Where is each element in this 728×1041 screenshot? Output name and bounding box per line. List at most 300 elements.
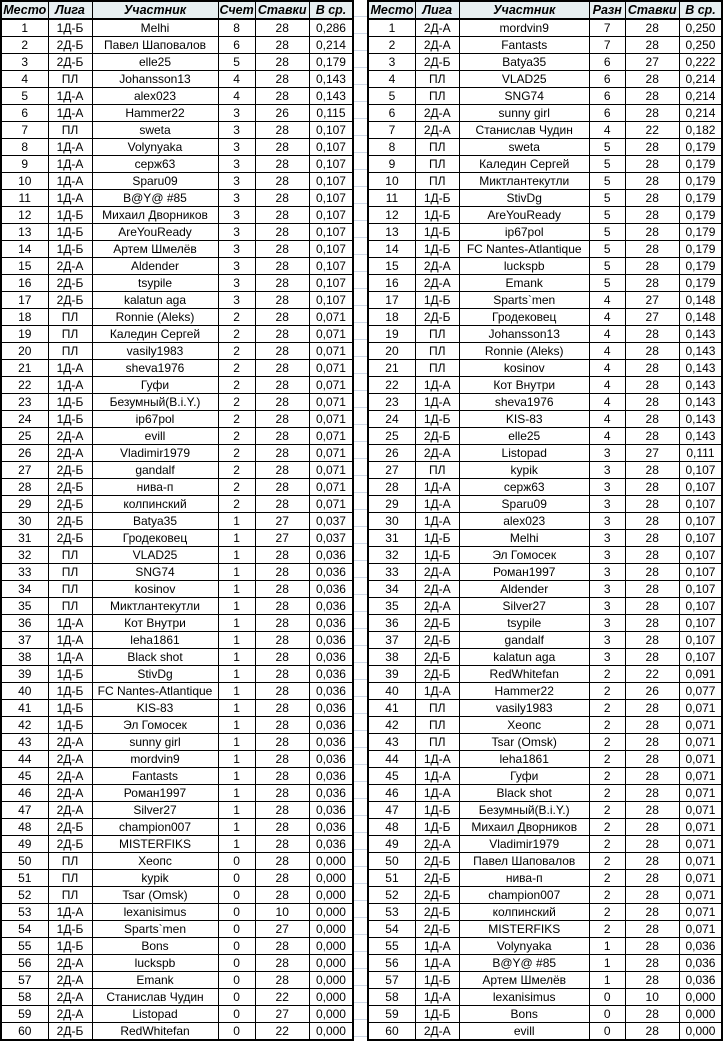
- table-row: [368, 853, 722, 870]
- cell-bets: 28: [255, 139, 309, 156]
- cell-bets: 22: [625, 666, 679, 683]
- table-row: [368, 71, 722, 88]
- cell-score: 0: [218, 938, 255, 955]
- cell-place: 32: [1, 547, 48, 564]
- cell-place: 18: [1, 309, 48, 326]
- cell-league: 2Д-Б: [415, 54, 459, 71]
- cell-league: 1Д-А: [415, 496, 459, 513]
- cell-place: 15: [1, 258, 48, 275]
- table-row: [368, 445, 722, 462]
- cell-league: 1Д-А: [415, 513, 459, 530]
- table-row: [368, 921, 722, 938]
- cell-bets: 28: [255, 717, 309, 734]
- cell-league: ПЛ: [415, 326, 459, 343]
- cell-avg: 0,179: [679, 190, 722, 207]
- cell-participant: elle25: [459, 428, 589, 445]
- cell-participant: серж63: [459, 479, 589, 496]
- cell-score: 2: [218, 360, 255, 377]
- column-header-participant: Участник: [459, 1, 589, 19]
- cell-diff: 0: [589, 1023, 625, 1041]
- cell-avg: 0,036: [309, 666, 353, 683]
- table-row: [1, 275, 353, 292]
- cell-league: ПЛ: [48, 122, 92, 139]
- cell-avg: 0,107: [309, 156, 353, 173]
- table-row: [368, 428, 722, 445]
- cell-league: 1Д-Б: [48, 938, 92, 955]
- cell-participant: RedWhitefan: [92, 1023, 218, 1041]
- cell-bets: 28: [255, 836, 309, 853]
- cell-place: 17: [368, 292, 415, 309]
- cell-score: 2: [218, 428, 255, 445]
- cell-bets: 28: [255, 241, 309, 258]
- cell-avg: 0,250: [679, 37, 722, 54]
- cell-league: 2Д-Б: [48, 1023, 92, 1041]
- table-row: [1, 207, 353, 224]
- cell-score: 0: [218, 921, 255, 938]
- cell-diff: 7: [589, 37, 625, 54]
- cell-place: 42: [1, 717, 48, 734]
- cell-participant: FC Nantes-Atlantique: [92, 683, 218, 700]
- cell-league: 1Д-А: [415, 938, 459, 955]
- cell-diff: 5: [589, 139, 625, 156]
- cell-place: 40: [1, 683, 48, 700]
- cell-avg: 0,036: [309, 700, 353, 717]
- cell-place: 56: [1, 955, 48, 972]
- table-row: [368, 496, 722, 513]
- cell-participant: leha1861: [92, 632, 218, 649]
- cell-bets: 28: [625, 530, 679, 547]
- cell-score: 1: [218, 683, 255, 700]
- cell-league: 1Д-Б: [48, 666, 92, 683]
- cell-avg: 0,107: [309, 122, 353, 139]
- table-row: [1, 105, 353, 122]
- table-row: [368, 173, 722, 190]
- cell-diff: 4: [589, 309, 625, 326]
- cell-avg: 0,214: [679, 71, 722, 88]
- cell-avg: 0,071: [679, 836, 722, 853]
- cell-avg: 0,091: [679, 666, 722, 683]
- table-row: [1, 258, 353, 275]
- cell-diff: 4: [589, 377, 625, 394]
- table-row: [368, 88, 722, 105]
- cell-avg: 0,037: [309, 513, 353, 530]
- cell-participant: sheva1976: [92, 360, 218, 377]
- cell-league: ПЛ: [415, 71, 459, 88]
- cell-participant: alex023: [92, 88, 218, 105]
- header-row: [368, 1, 722, 19]
- cell-participant: Каледин Сергей: [459, 156, 589, 173]
- cell-participant: Silver27: [92, 802, 218, 819]
- cell-participant: B@Y@ #85: [92, 190, 218, 207]
- cell-bets: 28: [625, 1006, 679, 1023]
- cell-avg: 0,071: [679, 802, 722, 819]
- cell-score: 1: [218, 513, 255, 530]
- cell-participant: Batya35: [459, 54, 589, 71]
- cell-score: 3: [218, 275, 255, 292]
- cell-place: 9: [368, 156, 415, 173]
- cell-league: ПЛ: [415, 156, 459, 173]
- cell-place: 42: [368, 717, 415, 734]
- cell-place: 32: [368, 547, 415, 564]
- cell-league: 1Д-А: [415, 785, 459, 802]
- table-row: [368, 564, 722, 581]
- cell-avg: 0,143: [309, 71, 353, 88]
- cell-place: 44: [368, 751, 415, 768]
- cell-avg: 0,107: [679, 496, 722, 513]
- cell-bets: 28: [255, 275, 309, 292]
- cell-avg: 0,071: [679, 904, 722, 921]
- cell-bets: 27: [255, 1006, 309, 1023]
- cell-place: 41: [1, 700, 48, 717]
- cell-league: ПЛ: [415, 88, 459, 105]
- cell-score: 4: [218, 88, 255, 105]
- cell-bets: 28: [625, 37, 679, 54]
- cell-place: 5: [1, 88, 48, 105]
- table-row: [1, 547, 353, 564]
- cell-participant: leha1861: [459, 751, 589, 768]
- cell-avg: 0,036: [309, 836, 353, 853]
- table-row: [1, 71, 353, 88]
- cell-avg: 0,107: [679, 564, 722, 581]
- cell-score: 3: [218, 292, 255, 309]
- column-header-league: Лига: [415, 1, 459, 19]
- cell-place: 39: [1, 666, 48, 683]
- table-row: [1, 156, 353, 173]
- table-row: [368, 615, 722, 632]
- cell-avg: 0,107: [679, 462, 722, 479]
- cell-league: 2Д-Б: [48, 462, 92, 479]
- cell-diff: 5: [589, 258, 625, 275]
- table-row: [368, 955, 722, 972]
- cell-place: 12: [368, 207, 415, 224]
- cell-diff: 4: [589, 394, 625, 411]
- cell-bets: 28: [255, 666, 309, 683]
- cell-score: 0: [218, 904, 255, 921]
- cell-score: 0: [218, 1006, 255, 1023]
- cell-avg: 0,071: [309, 326, 353, 343]
- cell-avg: 0,179: [679, 173, 722, 190]
- cell-score: 0: [218, 1023, 255, 1041]
- cell-avg: 0,071: [679, 819, 722, 836]
- cell-diff: 4: [589, 292, 625, 309]
- table-row: [1, 666, 353, 683]
- cell-participant: AreYouReady: [92, 224, 218, 241]
- cell-participant: колпинский: [459, 904, 589, 921]
- cell-league: 2Д-А: [415, 258, 459, 275]
- table-row: [368, 1023, 722, 1041]
- cell-participant: champion007: [459, 887, 589, 904]
- cell-place: 28: [368, 479, 415, 496]
- cell-diff: 2: [589, 700, 625, 717]
- cell-bets: 28: [625, 632, 679, 649]
- table-row: [368, 54, 722, 71]
- cell-avg: 0,286: [309, 19, 353, 37]
- cell-league: 2Д-А: [48, 972, 92, 989]
- cell-league: 2Д-Б: [415, 870, 459, 887]
- cell-diff: 3: [589, 581, 625, 598]
- cell-participant: Black shot: [459, 785, 589, 802]
- cell-diff: 5: [589, 275, 625, 292]
- cell-avg: 0,214: [679, 88, 722, 105]
- cell-place: 35: [1, 598, 48, 615]
- cell-avg: 0,000: [679, 1023, 722, 1041]
- cell-place: 10: [368, 173, 415, 190]
- cell-place: 6: [1, 105, 48, 122]
- cell-league: 1Д-А: [48, 105, 92, 122]
- table-row: [368, 649, 722, 666]
- cell-avg: 0,071: [309, 360, 353, 377]
- cell-bets: 28: [625, 547, 679, 564]
- table-row: [1, 462, 353, 479]
- cell-diff: 2: [589, 887, 625, 904]
- table-row: [368, 768, 722, 785]
- cell-bets: 28: [625, 19, 679, 37]
- cell-place: 22: [368, 377, 415, 394]
- cell-league: 2Д-Б: [415, 666, 459, 683]
- cell-score: 3: [218, 241, 255, 258]
- cell-avg: 0,000: [309, 938, 353, 955]
- cell-place: 59: [1, 1006, 48, 1023]
- table-row: [368, 37, 722, 54]
- cell-bets: 28: [625, 496, 679, 513]
- cell-bets: 28: [255, 190, 309, 207]
- table-row: [1, 819, 353, 836]
- cell-participant: Volynyaka: [459, 938, 589, 955]
- cell-place: 48: [1, 819, 48, 836]
- cell-bets: 28: [625, 734, 679, 751]
- cell-place: 48: [368, 819, 415, 836]
- cell-bets: 28: [625, 598, 679, 615]
- cell-participant: ip67pol: [92, 411, 218, 428]
- cell-avg: 0,107: [309, 241, 353, 258]
- cell-diff: 6: [589, 105, 625, 122]
- table-row: [368, 309, 722, 326]
- cell-league: ПЛ: [48, 598, 92, 615]
- cell-avg: 0,000: [309, 1023, 353, 1041]
- cell-bets: 28: [625, 700, 679, 717]
- cell-league: 2Д-Б: [48, 292, 92, 309]
- table-row: [1, 734, 353, 751]
- cell-place: 23: [1, 394, 48, 411]
- cell-bets: 28: [255, 292, 309, 309]
- cell-avg: 0,071: [309, 309, 353, 326]
- cell-place: 40: [368, 683, 415, 700]
- cell-participant: sunny girl: [459, 105, 589, 122]
- cell-diff: 2: [589, 904, 625, 921]
- cell-participant: колпинский: [92, 496, 218, 513]
- table-row: [368, 513, 722, 530]
- cell-participant: Станислав Чудин: [92, 989, 218, 1006]
- cell-avg: 0,107: [679, 598, 722, 615]
- cell-diff: 2: [589, 717, 625, 734]
- cell-avg: 0,111: [679, 445, 722, 462]
- cell-score: 2: [218, 462, 255, 479]
- table-row: [1, 139, 353, 156]
- cell-bets: 27: [625, 309, 679, 326]
- table-row: [1, 700, 353, 717]
- cell-place: 57: [368, 972, 415, 989]
- cell-diff: 5: [589, 190, 625, 207]
- cell-avg: 0,214: [309, 37, 353, 54]
- cell-participant: Гуфи: [459, 768, 589, 785]
- cell-bets: 28: [255, 768, 309, 785]
- cell-participant: kalatun aga: [92, 292, 218, 309]
- cell-diff: 2: [589, 666, 625, 683]
- cell-diff: 2: [589, 768, 625, 785]
- cell-place: 60: [1, 1023, 48, 1041]
- cell-participant: MISTERFIKS: [92, 836, 218, 853]
- cell-bets: 28: [625, 615, 679, 632]
- table-row: [368, 700, 722, 717]
- cell-diff: 5: [589, 241, 625, 258]
- cell-league: 2Д-А: [48, 989, 92, 1006]
- cell-league: 1Д-Б: [48, 207, 92, 224]
- cell-league: 1Д-А: [48, 904, 92, 921]
- cell-participant: Ronnie (Aleks): [459, 343, 589, 360]
- cell-avg: 0,222: [679, 54, 722, 71]
- table-row: [1, 479, 353, 496]
- cell-league: 2Д-Б: [415, 921, 459, 938]
- cell-bets: 27: [625, 292, 679, 309]
- cell-bets: 28: [255, 598, 309, 615]
- cell-diff: 4: [589, 343, 625, 360]
- cell-avg: 0,036: [309, 683, 353, 700]
- cell-place: 37: [1, 632, 48, 649]
- table-row: [368, 411, 722, 428]
- cell-participant: Артем Шмелёв: [459, 972, 589, 989]
- cell-avg: 0,107: [679, 479, 722, 496]
- cell-participant: Black shot: [92, 649, 218, 666]
- cell-score: 3: [218, 173, 255, 190]
- cell-avg: 0,143: [679, 360, 722, 377]
- cell-place: 36: [1, 615, 48, 632]
- cell-score: 1: [218, 785, 255, 802]
- cell-participant: Aldender: [92, 258, 218, 275]
- cell-bets: 28: [255, 479, 309, 496]
- cell-participant: Johansson13: [92, 71, 218, 88]
- cell-score: 3: [218, 190, 255, 207]
- cell-avg: 0,036: [679, 972, 722, 989]
- cell-bets: 28: [625, 343, 679, 360]
- table-row: [1, 496, 353, 513]
- cell-participant: Безумный(B.i.Y.): [92, 394, 218, 411]
- cell-avg: 0,071: [679, 785, 722, 802]
- cell-participant: Каледин Сергей: [92, 326, 218, 343]
- cell-league: 2Д-А: [48, 751, 92, 768]
- cell-avg: 0,000: [309, 904, 353, 921]
- cell-avg: 0,071: [679, 734, 722, 751]
- cell-participant: Bons: [92, 938, 218, 955]
- cell-score: 1: [218, 717, 255, 734]
- table-row: [368, 836, 722, 853]
- cell-bets: 28: [255, 207, 309, 224]
- cell-avg: 0,071: [309, 377, 353, 394]
- cell-score: 6: [218, 37, 255, 54]
- cell-place: 26: [368, 445, 415, 462]
- cell-place: 56: [368, 955, 415, 972]
- cell-place: 13: [368, 224, 415, 241]
- cell-diff: 3: [589, 462, 625, 479]
- cell-score: 2: [218, 411, 255, 428]
- cell-avg: 0,071: [309, 479, 353, 496]
- table-row: [368, 530, 722, 547]
- cell-bets: 28: [255, 394, 309, 411]
- cell-place: 26: [1, 445, 48, 462]
- cell-place: 33: [368, 564, 415, 581]
- cell-avg: 0,036: [309, 632, 353, 649]
- table-row: [368, 207, 722, 224]
- cell-participant: Хеопс: [92, 853, 218, 870]
- cell-avg: 0,071: [309, 462, 353, 479]
- cell-league: 2Д-А: [415, 1023, 459, 1041]
- cell-place: 38: [368, 649, 415, 666]
- table-row: [1, 751, 353, 768]
- table-row: [1, 632, 353, 649]
- cell-score: 3: [218, 139, 255, 156]
- cell-avg: 0,143: [679, 411, 722, 428]
- cell-place: 14: [368, 241, 415, 258]
- cell-score: 0: [218, 972, 255, 989]
- cell-league: 2Д-Б: [48, 275, 92, 292]
- cell-bets: 28: [255, 887, 309, 904]
- cell-bets: 28: [625, 326, 679, 343]
- cell-place: 20: [1, 343, 48, 360]
- cell-place: 30: [368, 513, 415, 530]
- table-row: [368, 972, 722, 989]
- cell-avg: 0,143: [309, 88, 353, 105]
- cell-league: 1Д-А: [415, 377, 459, 394]
- cell-diff: 2: [589, 836, 625, 853]
- cell-bets: 28: [255, 71, 309, 88]
- cell-participant: Павел Шаповалов: [459, 853, 589, 870]
- cell-place: 2: [368, 37, 415, 54]
- cell-place: 39: [368, 666, 415, 683]
- column-header-bets: Ставки: [625, 1, 679, 19]
- cell-participant: Миктлантекутли: [92, 598, 218, 615]
- table-row: [368, 275, 722, 292]
- cell-bets: 28: [625, 904, 679, 921]
- cell-league: ПЛ: [48, 343, 92, 360]
- cell-league: 2Д-Б: [48, 513, 92, 530]
- cell-league: 1Д-А: [48, 632, 92, 649]
- cell-diff: 1: [589, 955, 625, 972]
- cell-participant: Миктлантекутли: [459, 173, 589, 190]
- table-row: [368, 292, 722, 309]
- cell-league: 1Д-Б: [48, 241, 92, 258]
- cell-participant: Станислав Чудин: [459, 122, 589, 139]
- cell-diff: 3: [589, 632, 625, 649]
- cell-place: 24: [368, 411, 415, 428]
- column-header-league: Лига: [48, 1, 92, 19]
- cell-league: 2Д-Б: [48, 530, 92, 547]
- cell-participant: luckspb: [92, 955, 218, 972]
- cell-bets: 28: [255, 734, 309, 751]
- table-row: [1, 530, 353, 547]
- cell-participant: Tsar (Omsk): [92, 887, 218, 904]
- cell-participant: Hammer22: [92, 105, 218, 122]
- cell-place: 47: [1, 802, 48, 819]
- cell-bets: 28: [255, 649, 309, 666]
- cell-bets: 28: [625, 785, 679, 802]
- cell-diff: 3: [589, 564, 625, 581]
- cell-participant: StivDg: [459, 190, 589, 207]
- cell-avg: 0,179: [679, 275, 722, 292]
- cell-score: 1: [218, 547, 255, 564]
- cell-place: 13: [1, 224, 48, 241]
- cell-bets: 28: [625, 955, 679, 972]
- cell-avg: 0,179: [679, 224, 722, 241]
- cell-avg: 0,143: [679, 428, 722, 445]
